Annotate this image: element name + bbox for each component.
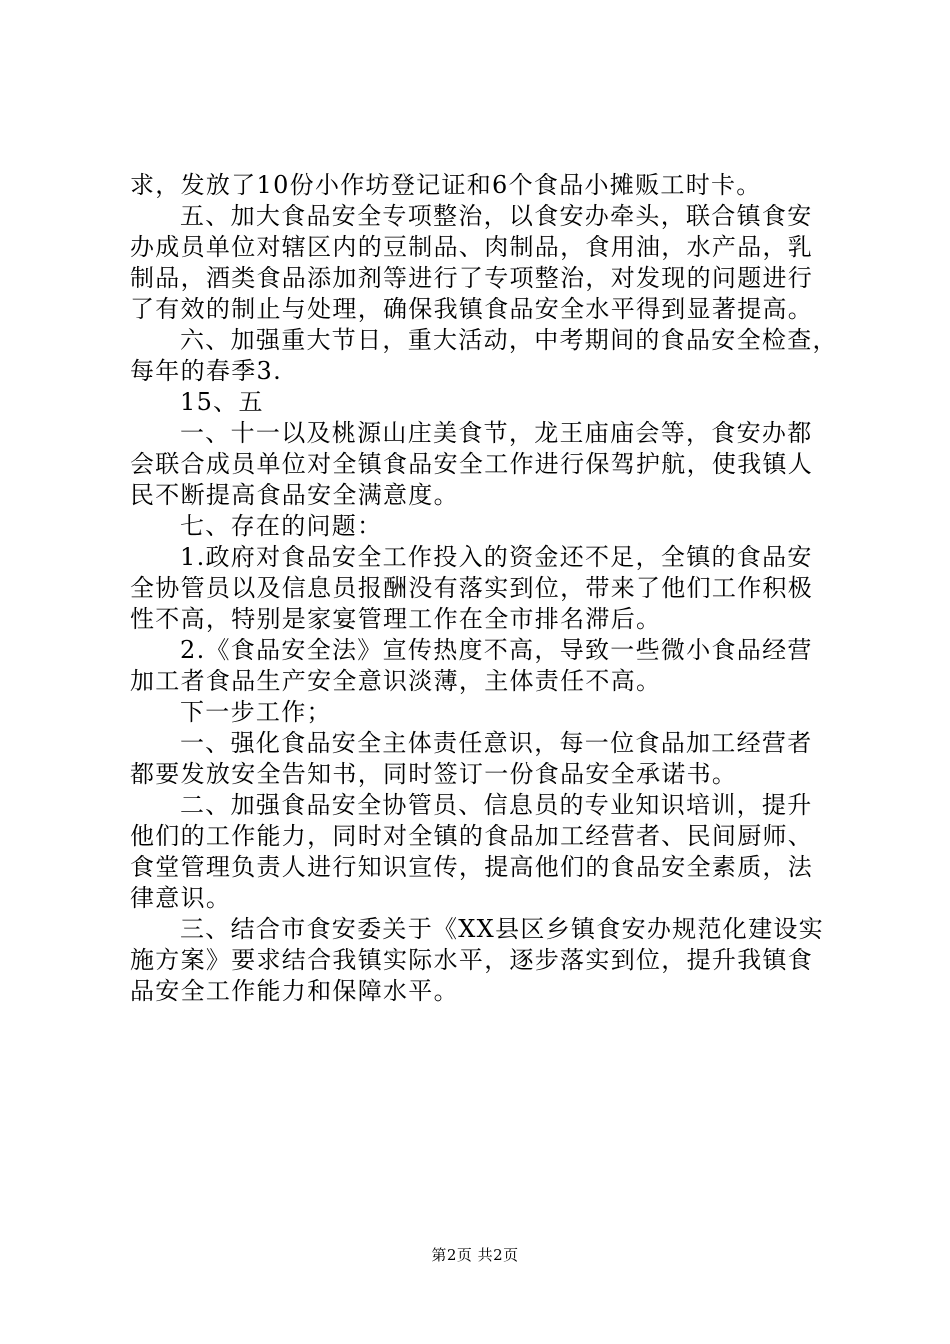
text-line: 会联合成员单位对全镇食品安全工作进行保驾护航，使我镇人 <box>130 450 814 478</box>
text-line: 1.政府对食品安全工作投入的资金还不足，全镇的食品安 <box>180 543 813 571</box>
text-line: 性不高，特别是家宴管理工作在全市排名滞后。 <box>130 605 662 633</box>
text-line: 制品，酒类食品添加剂等进行了专项整治，对发现的问题进行 <box>130 264 814 292</box>
text-line: 品安全工作能力和保障水平。 <box>130 977 459 1005</box>
text-line: 15、五 <box>180 388 264 416</box>
text-line: 一、十一以及桃源山庄美食节，龙王庙庙会等，食安办都 <box>180 419 813 447</box>
text-line: 民不断提高食品安全满意度。 <box>130 481 459 509</box>
text-line: 五、加大食品安全专项整治，以食安办牵头，联合镇食安 <box>180 202 813 230</box>
text-line: 律意识。 <box>130 884 232 912</box>
text-line: 办成员单位对辖区内的豆制品、肉制品，食用油，水产品，乳 <box>130 233 814 261</box>
text-line: 二、加强食品安全协管员、信息员的专业知识培训，提升 <box>180 791 813 819</box>
text-line: 都要发放安全告知书，同时签订一份食品安全承诺书。 <box>130 760 738 788</box>
text-line: 全协管员以及信息员报酬没有落实到位，带来了他们工作积极 <box>130 574 814 602</box>
text-line: 加工者食品生产安全意识淡薄，主体责任不高。 <box>130 667 662 695</box>
text-line: 食堂管理负责人进行知识宣传，提高他们的食品安全素质，法 <box>130 853 814 881</box>
text-line: 三、结合市食安委关于《XX县区乡镇食安办规范化建设实 <box>180 915 824 943</box>
page-number-footer: 第2页 共2页 <box>431 1246 519 1264</box>
text-line: 六、加强重大节日，重大活动，中考期间的食品安全检查， <box>180 326 838 354</box>
section-heading: 下一步工作； <box>180 698 332 726</box>
section-heading: 七、存在的问题： <box>180 512 383 540</box>
text-line: 了有效的制止与处理，确保我镇食品安全水平得到显著提高。 <box>130 295 814 323</box>
text-line: 施方案》要求结合我镇实际水平，逐步落实到位，提升我镇食 <box>130 946 814 974</box>
document-body <box>130 170 838 1007</box>
text-line: 求，发放了10份小作坊登记证和6个食品小摊贩工时卡。 <box>130 171 762 199</box>
text-line: 2.《食品安全法》宣传热度不高，导致一些微小食品经营 <box>180 636 813 664</box>
text-line: 每年的春季3. <box>130 357 282 385</box>
text-line: 一、强化食品安全主体责任意识，每一位食品加工经营者 <box>180 729 813 757</box>
text-line: 他们的工作能力，同时对全镇的食品加工经营者、民间厨师、 <box>130 822 814 850</box>
